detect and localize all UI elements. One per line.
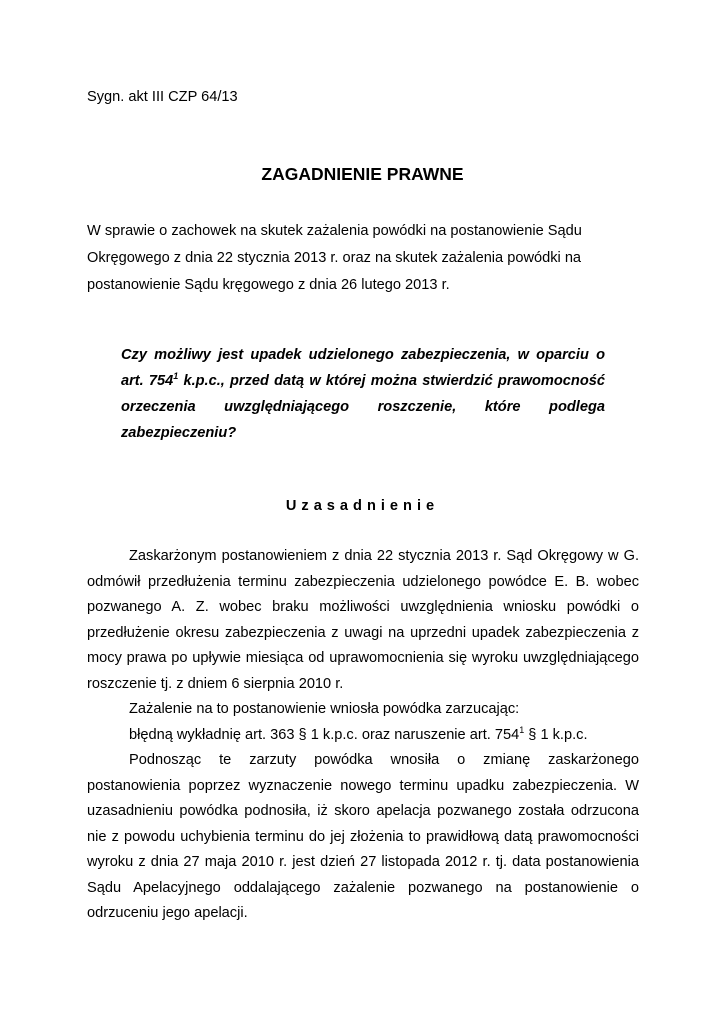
justification-paragraph-1: Zaskarżonym postanowieniem z dnia 22 stycznia 2013 r. Sąd Okręgowy w G. odmówił przedłużenia terminu zabezpieczenia udzielonego powódce E. B. wobec pozwanego A. Z. wobec braku możliwości uwzględnienia wniosku powódki o przedłużenie okresu zabezpieczenia z uwagi na uprzedni upadek zabezpieczenia z mocy prawa po upływie miesiąca od uprawomocnienia się wyroku uwzględniającego roszczenie tj. z dniem 6 sierpnia 2010 r.: [87, 548, 639, 692]
justification-heading: Uzasadnienie: [285, 498, 440, 514]
legal-question-part1: Czy możliwy jest upadek udzielonego zabezpieczenia, w oparciu o art. 754: [121, 347, 605, 389]
intro-paragraph: W sprawie o zachowek na skutek zażalenia powódki na postanowienie Sądu Okręgowego z dnia 22 stycznia 2013 r. oraz na skutek zażalenia powódki na postanowienie Sądu kręgowego z dnia 26 lutego 2013 r.: [87, 223, 582, 293]
paragraph-3-part-a: błędną wykładnię art. 363 § 1 k.p.c. oraz naruszenie art. 754: [129, 726, 520, 743]
case-signature: Sygn. akt III CZP 64/13: [87, 89, 238, 105]
document-title: ZAGADNIENIE PRAWNE: [261, 164, 464, 184]
legal-question-superscript: 1: [173, 371, 179, 382]
justification-body: [87, 544, 639, 927]
justification-paragraph-2: Zażalenie na to postanowienie wniosła powódka zarzucając:: [129, 701, 520, 717]
paragraph-3-superscript: 1: [519, 724, 525, 735]
legal-question-part2: k.p.c., przed datą w której można stwierdzić prawomocność orzeczenia uwzględniającego roszczenie, które podlega zabezpieczeniu?: [121, 373, 605, 441]
justification-paragraph-4: Podnosząc te zarzuty powódka wnosiła o zmianę zaskarżonego postanowienia poprzez wyznaczenie nowego terminu upadku zabezpieczenia. W uzasadnieniu powódka podnosiła, iż skoro apelacja pozwanego została odrzucona nie z powodu uchybienia terminu do jej złożenia to prawidłową datą prawomocności wyroku z dnia 27 maja 2010 r. jest dzień 27 listopada 2012 r. tj. data postanowienia Sądu Apelacyjnego oddalającego zażalenie pozwanego na postanowienie o odrzuceniu jego apelacji.: [87, 752, 639, 921]
justification-paragraph-3: [87, 723, 639, 749]
paragraph-3-part-b: § 1 k.p.c.: [524, 726, 588, 743]
legal-question: [121, 342, 605, 446]
